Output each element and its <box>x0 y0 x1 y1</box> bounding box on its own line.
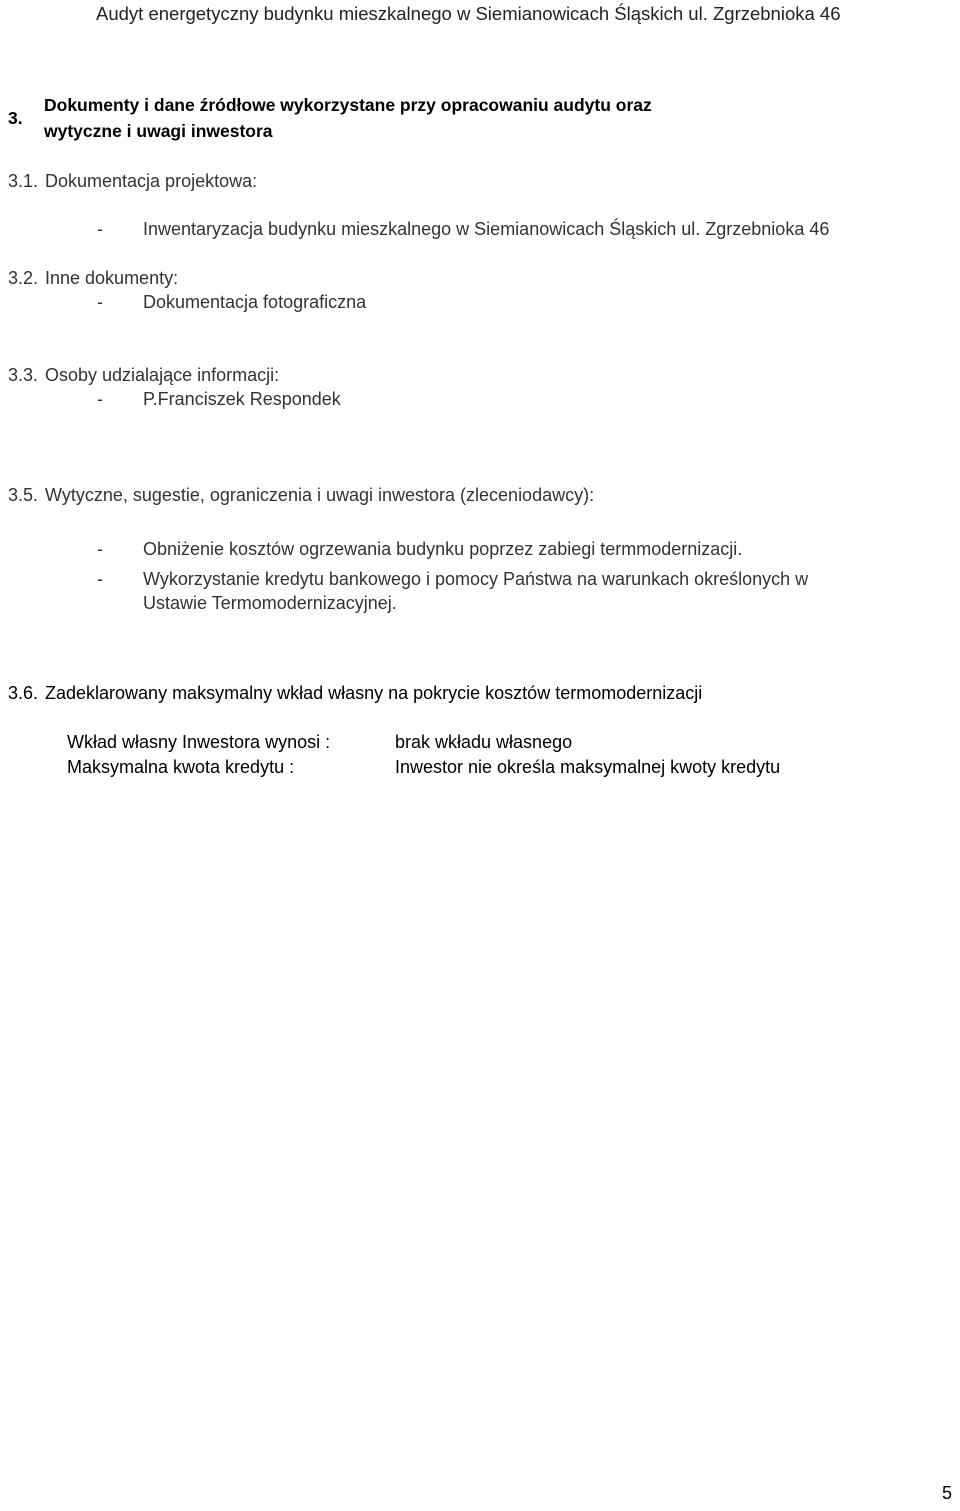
list-item: Dokumentacja fotograficzna <box>143 292 367 312</box>
declaration-label: Maksymalna kwota kredytu : <box>67 757 295 777</box>
section-title: Dokumentacja projektowa: <box>45 171 258 191</box>
section-title: Inne dokumenty: <box>45 268 179 288</box>
list-dash: - <box>97 292 103 312</box>
running-header: Audyt energetyczny budynku mieszkalnego w Siemianowicach Śląskich ul. Zgrzebnioka 46 <box>96 3 841 24</box>
section-title: Wytyczne, sugestie, ograniczenia i uwagi inwestora (zleceniodawcy): <box>45 485 595 505</box>
section-number: 3.6. <box>8 683 39 703</box>
section-3-2-heading <box>8 268 178 289</box>
chapter-title-line: wytyczne i uwagi inwestora <box>44 121 273 141</box>
list-item: Inwentaryzacja budynku mieszkalnego w Siemianowicach Śląskich ul. Zgrzebnioka 46 <box>143 219 830 239</box>
section-3-5-heading <box>8 485 594 506</box>
section-number: 3.1. <box>8 171 39 191</box>
list-dash: - <box>97 219 103 239</box>
list-dash: - <box>97 539 103 559</box>
section-number: 3.5. <box>8 485 39 505</box>
page-number: 5 <box>941 1483 952 1503</box>
list-item: Wykorzystanie kredytu bankowego i pomocy Państwa na warunkach określonych w <box>143 569 809 589</box>
list-dash: - <box>97 389 103 409</box>
section-title: Osoby udzialające informacji: <box>45 365 280 385</box>
list-item: Obniżenie kosztów ogrzewania budynku poprzez zabiegi termmodernizacji. <box>143 539 743 559</box>
declaration-label: Wkład własny Inwestora wynosi : <box>67 732 331 752</box>
section-3-3-heading <box>8 365 279 386</box>
declaration-value: brak wkładu własnego <box>395 732 573 752</box>
section-number: 3.2. <box>8 268 39 288</box>
declaration-value: Inwestor nie określa maksymalnej kwoty kredytu <box>395 757 781 777</box>
chapter-title <box>44 92 824 144</box>
section-number: 3.3. <box>8 365 39 385</box>
chapter-title-line: Dokumenty i dane źródłowe wykorzystane przy opracowaniu audytu oraz <box>44 95 652 115</box>
list-dash: - <box>97 569 103 589</box>
list-item-continuation: Ustawie Termomodernizacyjnej. <box>143 593 397 613</box>
section-title: Zadeklarowany maksymalny wkład własny na pokrycie kosztów termomodernizacji <box>45 683 703 703</box>
section-3-6-heading <box>8 683 702 704</box>
section-3-1-heading <box>8 171 257 192</box>
chapter-number: 3. <box>8 108 23 128</box>
list-item: P.Franciszek Respondek <box>143 389 341 409</box>
